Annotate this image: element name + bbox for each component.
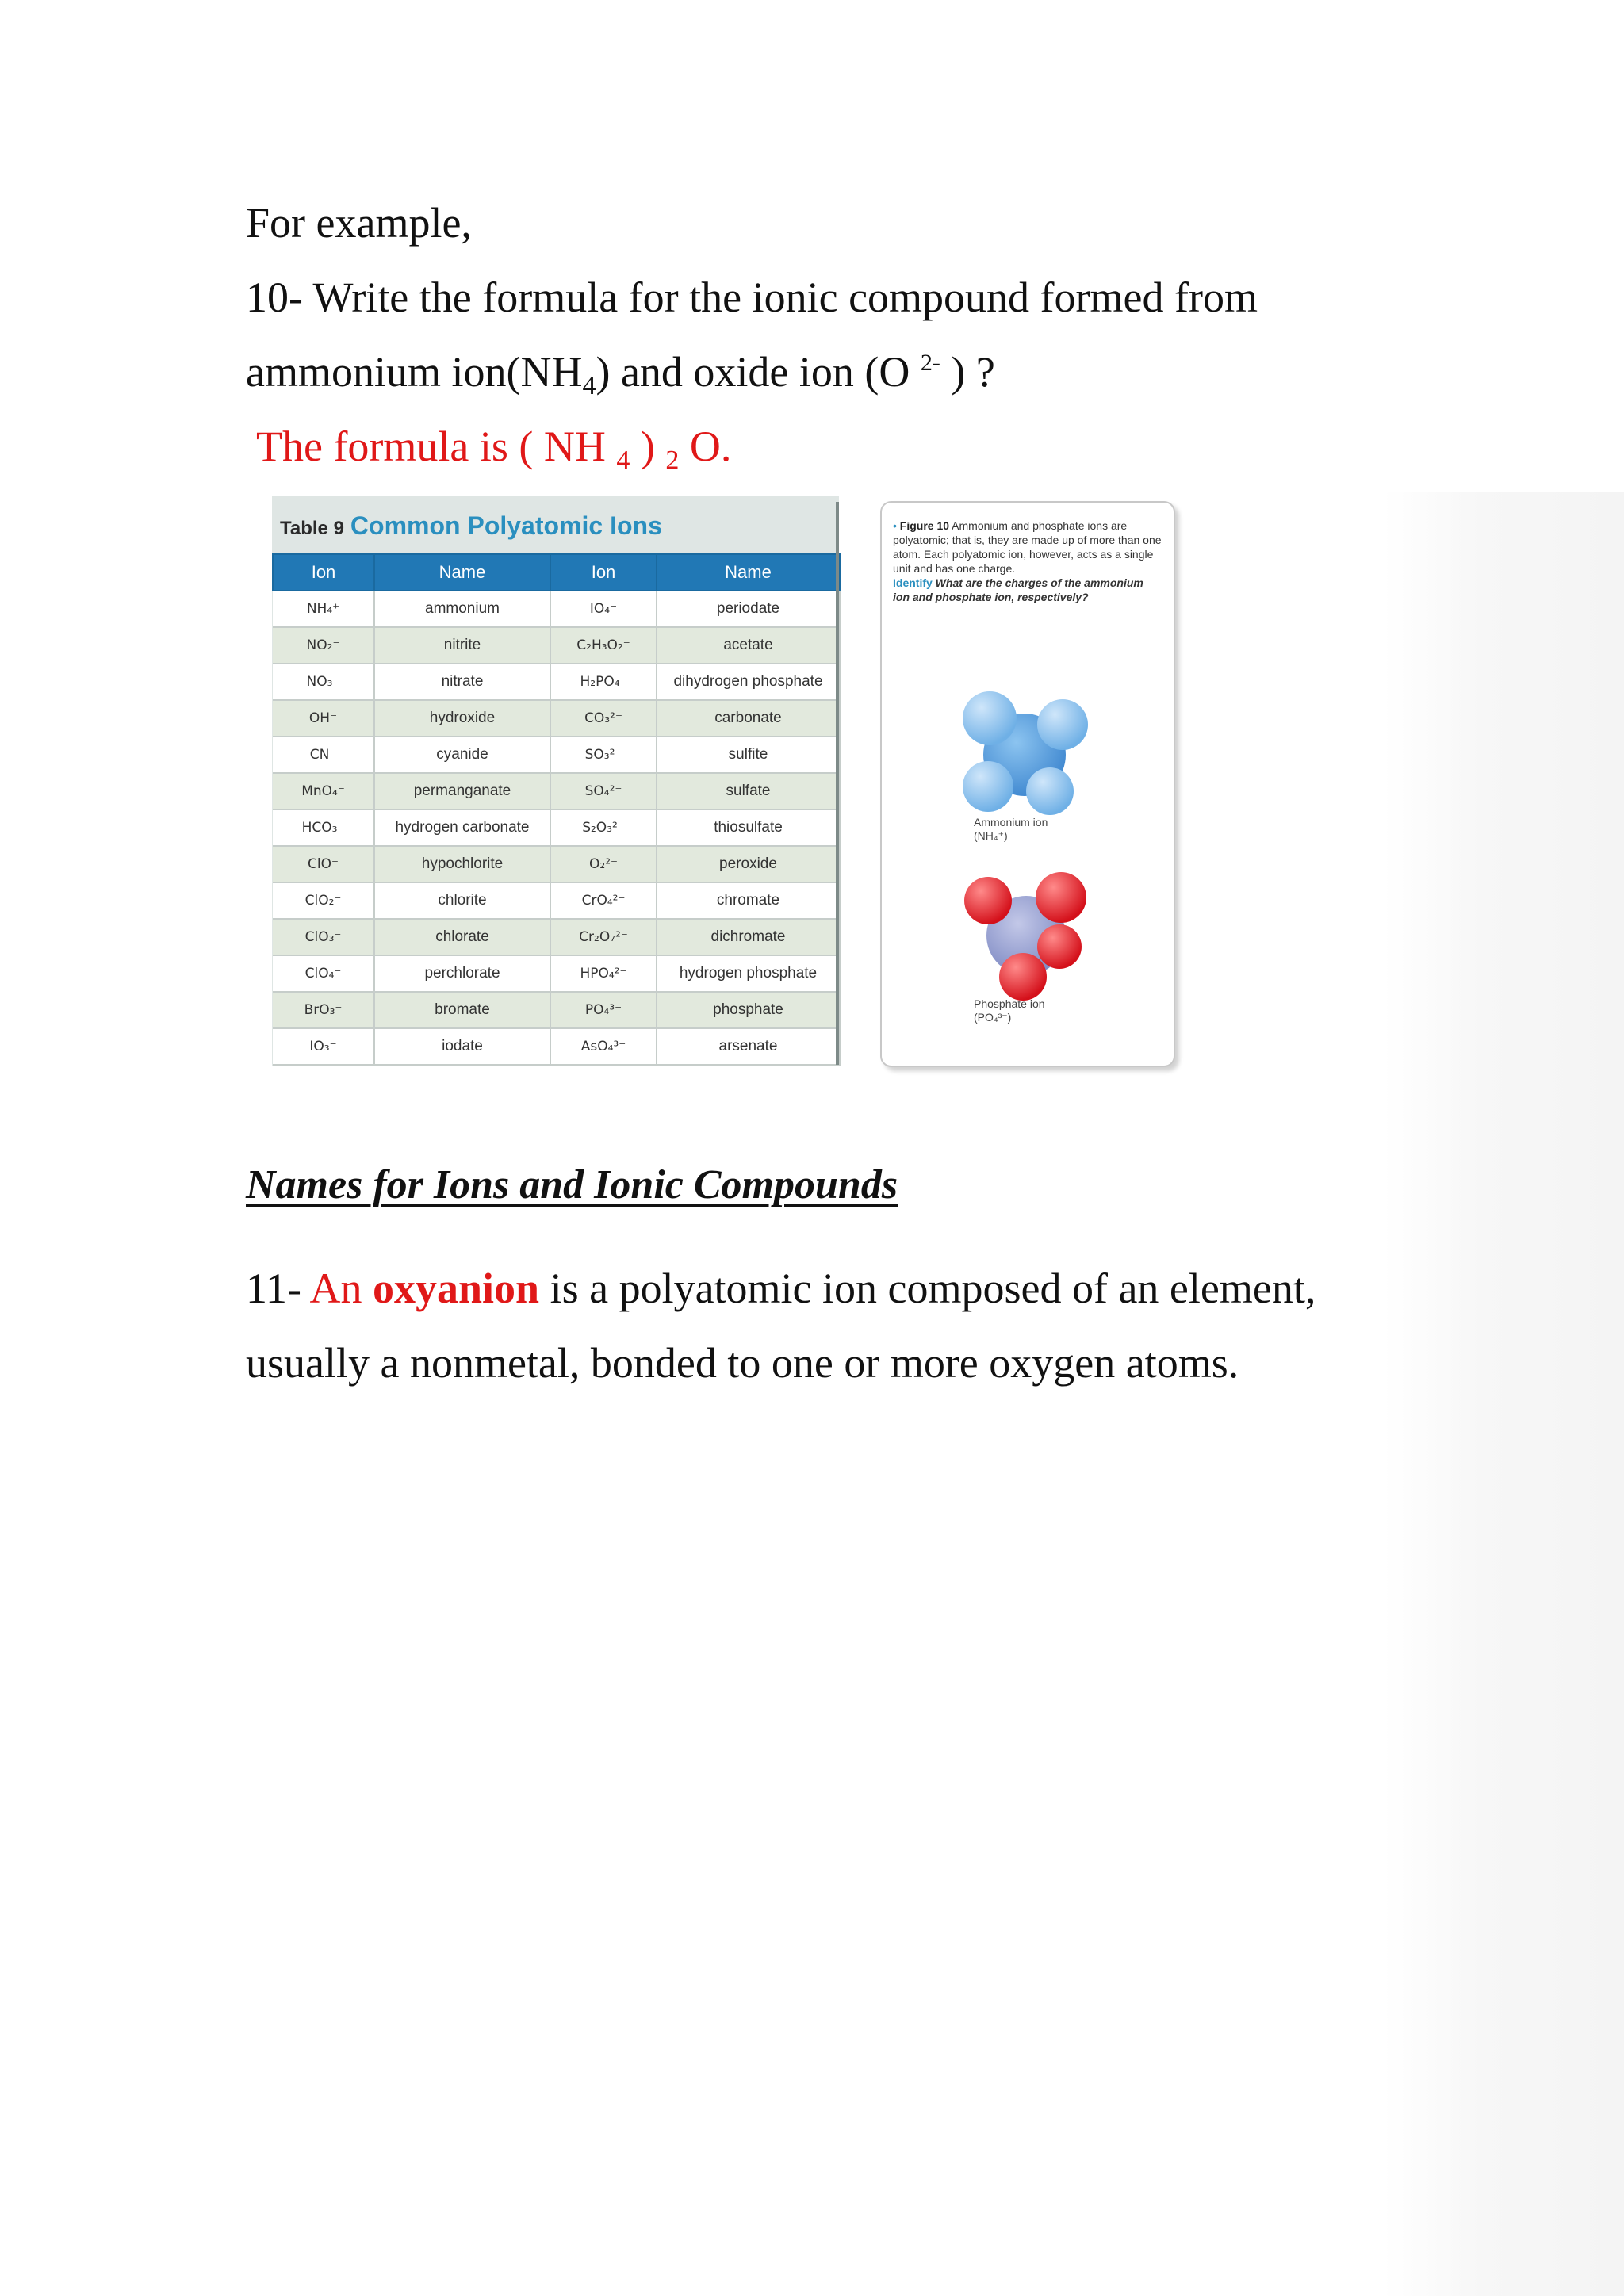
header-name-1: Name — [374, 554, 550, 591]
ion-name-cell: arsenate — [657, 1028, 840, 1065]
table-row — [273, 664, 840, 700]
table-title — [280, 510, 662, 541]
definition-text-2: usually a nonmetal, bonded to one or more oxygen atoms. — [246, 1339, 1239, 1387]
ion-name-cell: sulfate — [657, 773, 840, 809]
ion-formula-cell: H₂PO₄⁻ — [550, 664, 657, 700]
ions-table — [272, 553, 841, 1066]
ion-formula-cell: HPO₄²⁻ — [550, 955, 657, 992]
page-edge-shading — [1384, 492, 1624, 2296]
definition-number: 11- — [246, 1265, 310, 1312]
definition-line-1 — [246, 1262, 1316, 1314]
ion-formula-cell: SO₄²⁻ — [550, 773, 657, 809]
ion-name-cell: bromate — [374, 992, 550, 1028]
ion-name-cell: hydrogen carbonate — [374, 809, 550, 846]
definition-an: An — [309, 1265, 362, 1312]
intro-text — [246, 197, 472, 249]
ion-formula-cell: SO₃²⁻ — [550, 737, 657, 773]
table-row — [273, 846, 840, 882]
ion-formula-cell: C₂H₃O₂⁻ — [550, 627, 657, 664]
table-row — [273, 809, 840, 846]
table-tag: Table 9 — [280, 518, 344, 539]
intro-label: For example, — [246, 199, 472, 247]
answer-subscript-2: 2 — [665, 446, 680, 475]
ion-name-cell: peroxide — [657, 846, 840, 882]
ion-formula-cell: ClO⁻ — [273, 846, 374, 882]
ion-formula-cell: OH⁻ — [273, 700, 374, 737]
figure-caption — [893, 519, 1162, 604]
answer-line — [256, 420, 731, 473]
ion-formula-cell: O₂²⁻ — [550, 846, 657, 882]
ion-name-cell: chromate — [657, 882, 840, 919]
header-ion-2: Ion — [550, 554, 657, 591]
question-text-2c: ) ? — [940, 348, 995, 396]
table-title-text: Common Polyatomic Ions — [350, 511, 662, 540]
ion-name-cell: dihydrogen phosphate — [657, 664, 840, 700]
ion-formula-cell: ClO₃⁻ — [273, 919, 374, 955]
ion-name-cell: thiosulfate — [657, 809, 840, 846]
ion-formula-cell: NO₃⁻ — [273, 664, 374, 700]
ammonium-label-formula: (NH₄⁺) — [974, 829, 1008, 842]
question-line-1 — [246, 271, 1258, 323]
table-header-row — [273, 554, 840, 591]
header-name-2: Name — [657, 554, 840, 591]
question-line-2 — [246, 346, 995, 398]
table-row — [273, 700, 840, 737]
question-text-1: 10- Write the formula for the ionic compound formed from — [246, 274, 1258, 321]
figure-bullet: • — [893, 519, 897, 532]
ion-name-cell: phosphate — [657, 992, 840, 1028]
definition-term: oxyanion — [373, 1265, 540, 1312]
table-row — [273, 627, 840, 664]
table-row — [273, 1028, 840, 1065]
ion-formula-cell: IO₄⁻ — [550, 591, 657, 627]
question-text-2b: ) and oxide ion (O — [596, 348, 921, 396]
ion-formula-cell: AsO₄³⁻ — [550, 1028, 657, 1065]
ion-name-cell: chlorate — [374, 919, 550, 955]
ion-formula-cell: S₂O₃²⁻ — [550, 809, 657, 846]
polyatomic-ions-table-image — [272, 496, 839, 1066]
ion-formula-cell: ClO₂⁻ — [273, 882, 374, 919]
answer-subscript-1: 4 — [616, 446, 630, 475]
ion-name-cell: chlorite — [374, 882, 550, 919]
question-subscript: 4 — [582, 371, 596, 400]
ion-formula-cell: NH₄⁺ — [273, 591, 374, 627]
ion-name-cell: carbonate — [657, 700, 840, 737]
section-heading: Names for Ions and Ionic Compounds — [246, 1162, 898, 1207]
ion-formula-cell: MnO₄⁻ — [273, 773, 374, 809]
ion-name-cell: hydrogen phosphate — [657, 955, 840, 992]
answer-text-a: The formula is ( NH — [256, 423, 617, 470]
ion-name-cell: permanganate — [374, 773, 550, 809]
ion-name-cell: periodate — [657, 591, 840, 627]
ion-name-cell: acetate — [657, 627, 840, 664]
ion-formula-cell: CrO₄²⁻ — [550, 882, 657, 919]
definition-text-1: is a polyatomic ion composed of an element, — [539, 1265, 1316, 1312]
question-text-2a: ammonium ion(NH — [246, 348, 583, 396]
ion-name-cell: nitrite — [374, 627, 550, 664]
ion-formula-cell: HCO₃⁻ — [273, 809, 374, 846]
ion-formula-cell: PO₄³⁻ — [550, 992, 657, 1028]
phosphate-label-name: Phosphate ion — [974, 997, 1045, 1010]
ammonium-ion-molecule — [952, 685, 1094, 820]
ion-name-cell: ammonium — [374, 591, 550, 627]
answer-text-b: ) — [630, 423, 666, 470]
table-row — [273, 919, 840, 955]
ion-name-cell: nitrate — [374, 664, 550, 700]
ammonium-label — [974, 816, 1048, 843]
ion-name-cell: hypochlorite — [374, 846, 550, 882]
table-row — [273, 737, 840, 773]
answer-text-c: O. — [679, 423, 732, 470]
ion-formula-cell: IO₃⁻ — [273, 1028, 374, 1065]
identify-question: What are the charges of the ammonium ion and phosphate ion, respectively? — [893, 576, 1143, 603]
table-row — [273, 591, 840, 627]
ion-name-cell: hydroxide — [374, 700, 550, 737]
definition-line-2 — [246, 1337, 1239, 1389]
table-panel-border — [836, 502, 839, 1065]
ion-name-cell: cyanide — [374, 737, 550, 773]
ion-formula-cell: NO₂⁻ — [273, 627, 374, 664]
figure-caption-text: Ammonium and phosphate ions are polyatomic; that is, they are made up of more than one atom. Each polyatomic ion, however, acts as a single unit and has one charge. — [893, 519, 1162, 575]
ion-formula-cell: BrO₃⁻ — [273, 992, 374, 1028]
table-row — [273, 992, 840, 1028]
question-superscript: 2- — [920, 350, 940, 376]
ion-name-cell: dichromate — [657, 919, 840, 955]
identify-label: Identify — [893, 576, 933, 589]
phosphate-ion-molecule — [959, 867, 1094, 1002]
ion-name-cell: perchlorate — [374, 955, 550, 992]
ion-name-cell: sulfite — [657, 737, 840, 773]
table-row — [273, 882, 840, 919]
table-row — [273, 773, 840, 809]
ammonium-label-name: Ammonium ion — [974, 816, 1048, 828]
table-row — [273, 955, 840, 992]
ion-formula-cell: CO₃²⁻ — [550, 700, 657, 737]
figure-label: Figure 10 — [899, 519, 950, 532]
phosphate-label-formula: (PO₄³⁻) — [974, 1011, 1012, 1024]
phosphate-label — [974, 997, 1045, 1024]
ion-formula-cell: Cr₂O₇²⁻ — [550, 919, 657, 955]
ion-formula-cell: ClO₄⁻ — [273, 955, 374, 992]
header-ion-1: Ion — [273, 554, 374, 591]
table-body — [273, 591, 840, 1065]
ion-formula-cell: CN⁻ — [273, 737, 374, 773]
ion-name-cell: iodate — [374, 1028, 550, 1065]
figure-10-card — [880, 501, 1175, 1067]
